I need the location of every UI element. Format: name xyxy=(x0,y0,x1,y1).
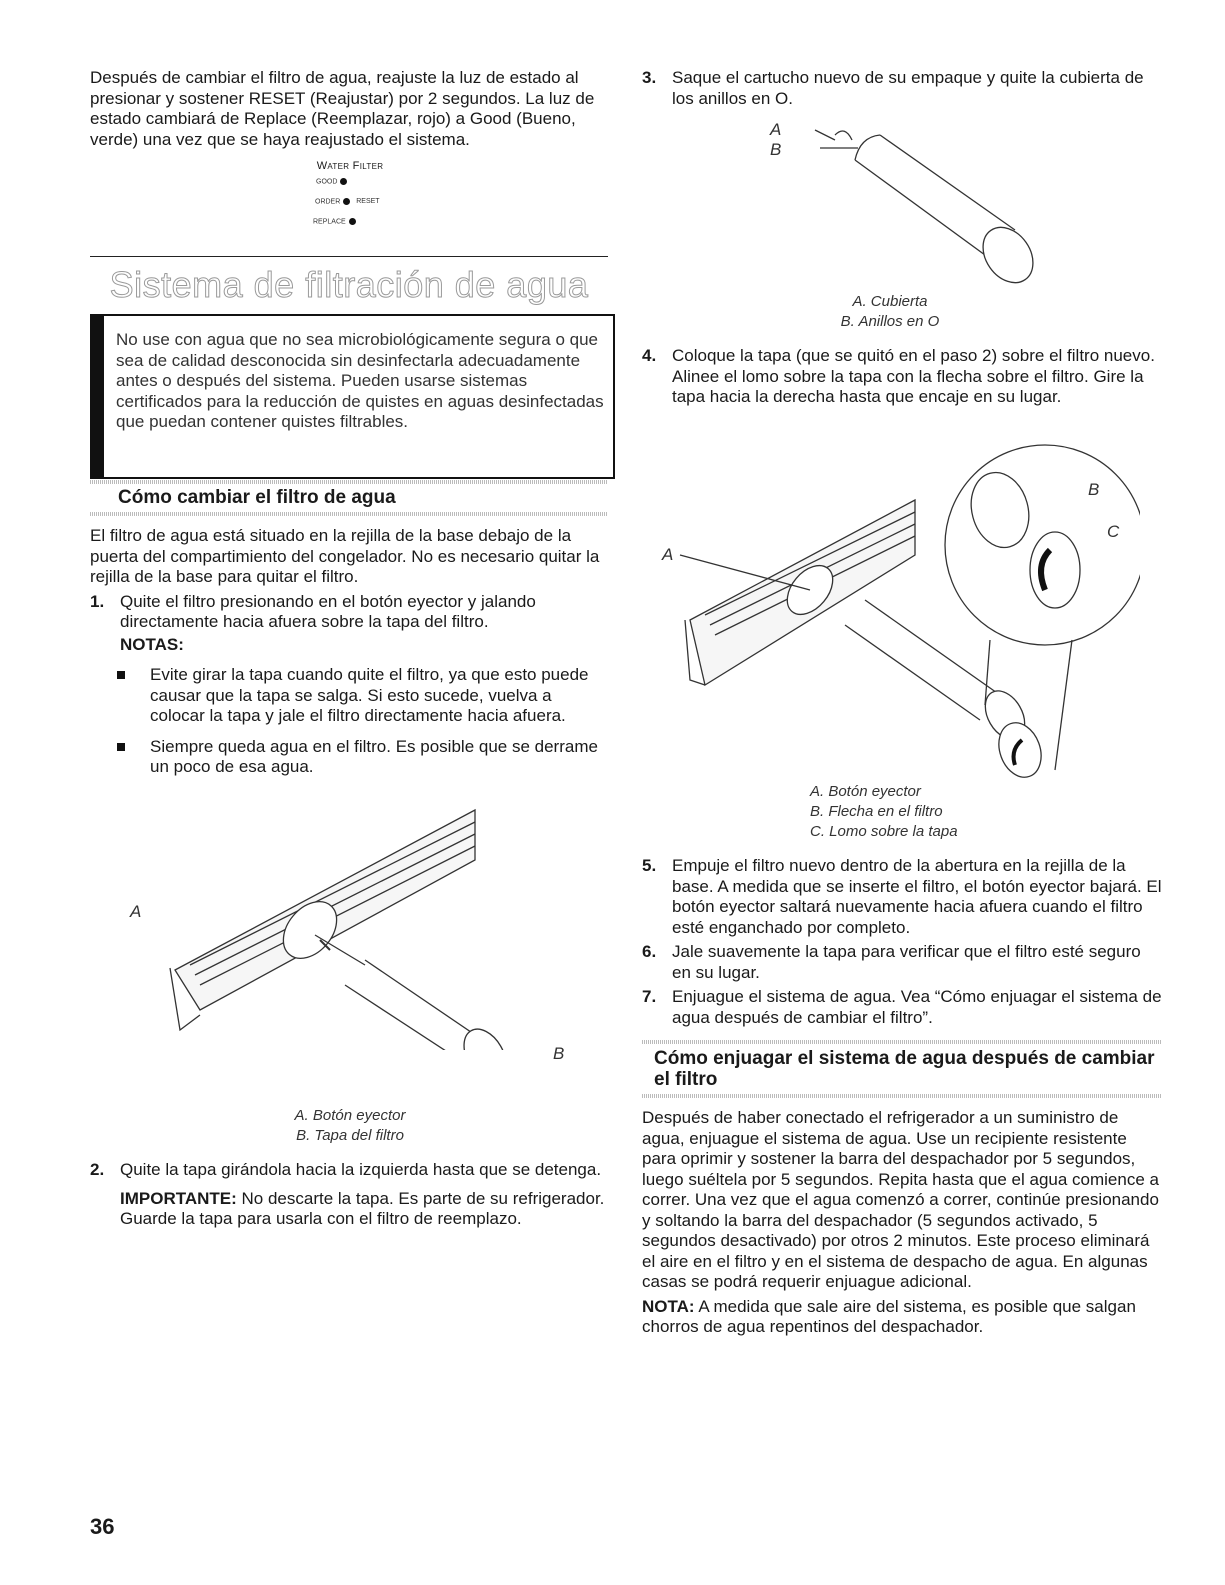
fig3-label-c: C xyxy=(1107,522,1120,541)
step-3-text: Saque el cartucho nuevo de su empaque y quite la cubierta de los anillos en O. xyxy=(672,68,1144,108)
rinse-heading: Cómo enjuagar el sistema de agua después de cambiar el filtro xyxy=(654,1048,1155,1090)
fig3-label-b: B xyxy=(1088,480,1100,499)
step-2-number: 2. xyxy=(90,1160,105,1179)
fig2-label-b: B xyxy=(770,140,782,159)
cartridge-illustration xyxy=(790,115,1060,290)
importante-text: No descarte la tapa. Es parte de su refrigerador. Guarde la tapa para usarla con el filtro de reemplazo. xyxy=(120,1188,605,1228)
water-filter-panel xyxy=(90,172,610,242)
fig1-caption xyxy=(90,1106,610,1146)
replace-dot xyxy=(349,218,356,225)
page-number: 36 xyxy=(90,1514,115,1539)
section-divider xyxy=(90,256,608,257)
steps-5-7-block xyxy=(642,856,1162,1028)
step-7-number: 7. xyxy=(642,987,657,1006)
fig3-caption-a: A. Botón eyector xyxy=(810,783,921,800)
step-1 xyxy=(90,592,608,633)
section-title: Sistema de filtración de agua xyxy=(109,264,589,305)
step-4 xyxy=(642,346,1162,408)
change-filter-paragraph: El filtro de agua está situado en la rejilla de la base debajo de la puerta del compartimiento del congelador. No es necesario quitar la rejilla de la base para quitar el filtro. xyxy=(90,526,600,586)
replace-label: REPLACE xyxy=(313,218,346,226)
importante-paragraph xyxy=(90,1189,610,1230)
change-filter-section xyxy=(90,480,608,778)
order-light xyxy=(315,198,380,205)
left-column xyxy=(90,68,610,242)
step-6-text: Jale suavemente la tapa para verificar que el filtro esté seguro en su lugar. xyxy=(672,942,1141,982)
bullet-2: Siempre queda agua en el filtro. Es posible que se derrame un poco de esa agua. xyxy=(90,737,608,778)
change-filter-heading: Cómo cambiar el filtro de agua xyxy=(118,487,396,508)
step-7-text: Enjuague el sistema de agua. Vea “Cómo enjuagar el sistema de agua después de cambiar el filtro”. xyxy=(672,987,1162,1027)
step-3-number: 3. xyxy=(642,68,657,87)
fig3-caption xyxy=(810,782,990,842)
good-label: GOOD xyxy=(316,178,338,186)
importante-label: IMPORTANTE: xyxy=(120,1188,237,1208)
replace-light xyxy=(313,218,356,225)
step-4-text: Coloque la tapa (que se quitó en el paso 2) sobre el filtro nuevo. Alinee el lomo sobre la tapa con la flecha sobre el filtro. Gire la tapa hacia la derecha hasta que encaje en su lugar. xyxy=(672,346,1155,406)
step-6 xyxy=(642,942,1162,983)
rinse-heading-rule-bottom xyxy=(642,1094,1162,1098)
step-6-number: 6. xyxy=(642,942,657,961)
nota-label: NOTA: xyxy=(642,1296,695,1316)
step-5 xyxy=(642,856,1162,938)
filter-installation-illustration xyxy=(660,440,1140,780)
fig1-label-b: B xyxy=(553,1044,565,1063)
fig1-caption-a: A. Botón eyector xyxy=(294,1107,406,1124)
step-2-text: Quite la tapa girándola hacia la izquierda hasta que se detenga. xyxy=(120,1160,602,1179)
step-4-block xyxy=(642,346,1162,408)
water-filter-panel-title: Water Filter xyxy=(316,160,384,172)
fig3-caption-b: B. Flecha en el filtro xyxy=(810,803,943,820)
notas-label: NOTAS: xyxy=(120,634,184,654)
fig3-label-a: A xyxy=(662,545,674,564)
bullet-1: Evite girar la tapa cuando quite el filtro, ya que esto puede causar que la tapa se salga. Si esto sucede, vuelva a colocar la tapa y jale el filtro directamente hacia afuera. xyxy=(90,665,608,727)
right-column xyxy=(642,68,1162,109)
nota-paragraph xyxy=(642,1297,1162,1338)
step-7 xyxy=(642,987,1162,1028)
fig2-caption xyxy=(790,292,990,332)
order-label: ORDER xyxy=(315,198,341,206)
filter-removal-illustration xyxy=(130,800,590,1050)
fig3-caption-c: C. Lomo sobre la tapa xyxy=(810,823,958,840)
good-dot xyxy=(340,178,347,185)
nota-text: A medida que sale aire del sistema, es posible que salgan chorros de agua repentinos del despachador. xyxy=(642,1296,1136,1336)
step-1-number: 1. xyxy=(90,591,105,611)
warning-box: No use con agua que no sea microbiológicamente segura o que sea de calidad desconocida sin desinfectarla adecuadamente antes o después del sistema. Pueden usarse sistemas certificados para la reducción de quistes en aguas desinfectadas que puedan contener quistes filtrables. xyxy=(90,314,615,479)
fig2-label-a: A xyxy=(770,120,782,139)
fig2-caption-b: B. Anillos en O xyxy=(840,313,940,330)
step-2-block xyxy=(90,1160,610,1230)
step-3 xyxy=(642,68,1162,109)
step-1-text: Quite el filtro presionando en el botón eyector y jalando directamente hacia afuera sobre la tapa del filtro. xyxy=(120,591,536,631)
order-dot xyxy=(343,198,350,205)
rinse-section xyxy=(642,1040,1162,1338)
fig2-caption-a: A. Cubierta xyxy=(852,293,928,310)
good-light xyxy=(316,178,347,185)
reset-label: RESET xyxy=(356,198,380,206)
step-4-number: 4. xyxy=(642,346,657,365)
step-2 xyxy=(90,1160,610,1181)
step-5-text: Empuje el filtro nuevo dentro de la abertura en la rejilla de la base. A medida que se inserte el filtro, el botón eyector bajará. El botón eyector saltará nuevamente hacia afuera cuando el filtro esté enganchado por completo. xyxy=(672,856,1162,937)
fig1-caption-b: B. Tapa del filtro xyxy=(296,1127,404,1144)
rinse-paragraph: Después de haber conectado el refrigerador a un suministro de agua, enjuague el sistema de agua. Use un recipiente resistente para oprimir y sostener la barra del despachador por 5 segundos, luego suéltela por 5 segundos. Repita hasta que el agua comience a correr. Una vez que el agua comenzó a correr, continúe presionando y soltando la barra del despachador (5 segundos activado, 5 segundos desactivado) por otros 2 minutos. Este proceso eliminará el aire en el filtro y en el sistema de despacho de agua. En algunas casas se podrá requerir enjuague adicional. xyxy=(642,1108,1159,1291)
fig1-label-a: A xyxy=(130,902,142,921)
intro-paragraph: Después de cambiar el filtro de agua, reajuste la luz de estado al presionar y sostener RESET (Reajustar) por 2 segundos. La luz de estado cambiará de Replace (Reemplazar, rojo) a Good (Bueno, verde) una vez que se haya reajustado el sistema. xyxy=(90,68,595,149)
step-5-number: 5. xyxy=(642,856,657,875)
heading-rule-bottom xyxy=(90,512,608,516)
